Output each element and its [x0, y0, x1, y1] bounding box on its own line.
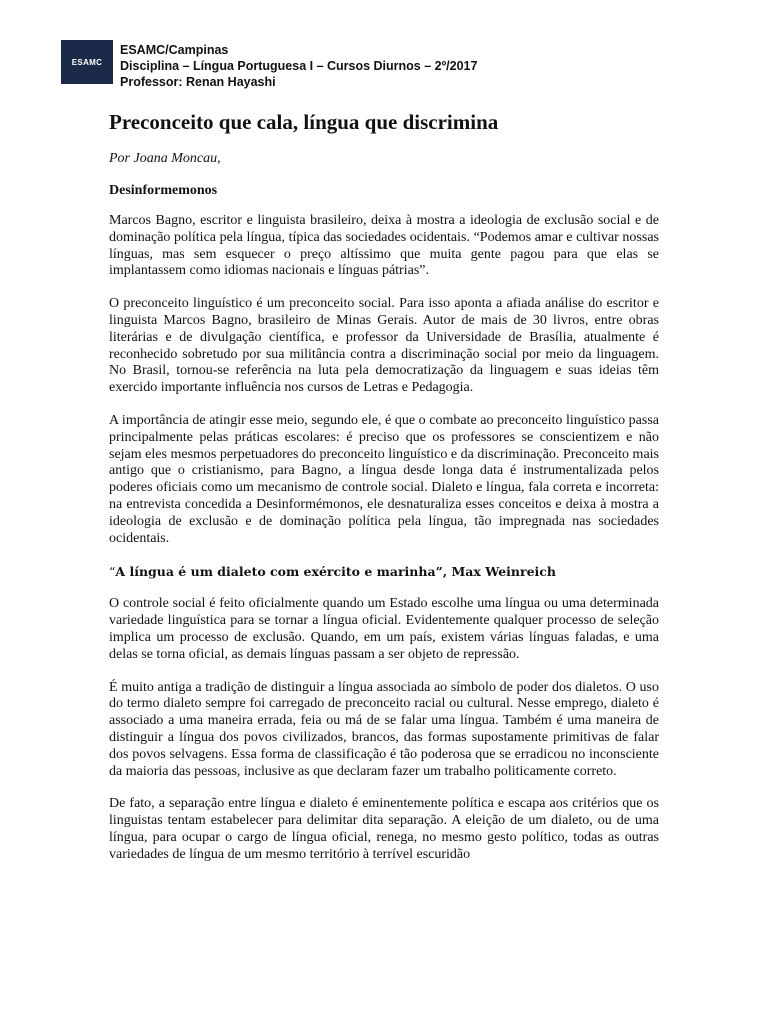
paragraph-2: O preconceito linguístico é um preconceito social. Para isso aponta a afiada análise do escritor e linguista Marcos Bagno, brasileiro de Minas Gerais. Autor de mais de 30 livros, entre obras literárias e de divulgação científica, e professor da Universidade de Brasília, atualmente é reconhecido sobretudo por sua militância contra a discriminação social por meio da linguagem. No Brasil, tornou-se referência na luta pela democratização da linguagem e suas ideias têm exercido importante influência nos cursos de Letras e Pedagogia.	[109, 296, 659, 396]
article-title: Preconceito que cala, língua que discrimina	[109, 110, 499, 134]
paragraph-4: O controle social é feito oficialmente quando um Estado escolhe uma língua ou uma determinada variedade linguística para se tornar a língua oficial. Evidentemente qualquer processo de seleção implica um processo de exclusão. Quando, em um país, existem várias línguas faladas, e uma delas se torna oficial, as demais línguas passam a ser objeto de repressão.	[109, 596, 659, 662]
quote-heading	[109, 563, 659, 581]
paragraph-6: De fato, a separação entre língua e dialeto é eminentemente política e escapa aos critérios que os linguistas tentam estabelecer para delimitar dita separação. A eleição de um dialeto, ou de uma língua, para ocupar o cargo de língua oficial, renega, no mesmo gesto político, todas as outras variedades de língua de um mesmo território à terrível escuridão	[109, 796, 659, 862]
esamc-logo	[61, 40, 113, 84]
quote-text: A língua é um dialeto com exército e marinha”, Max Weinreich	[115, 564, 556, 580]
document-header	[120, 42, 477, 90]
discipline-line: Disciplina – Língua Portuguesa I – Cursos Diurnos – 2º/2017	[120, 59, 478, 73]
article-author: Por Joana Moncau,	[109, 151, 221, 166]
quote-open-mark: “	[109, 564, 116, 580]
logo-text: ESAMC	[71, 57, 103, 67]
section-heading: Desinformemonos	[109, 183, 218, 198]
institution-line: ESAMC/Campinas	[120, 43, 229, 57]
paragraph-3: A importância de atingir esse meio, segundo ele, é que o combate ao preconceito linguístico passa principalmente pelas práticas escolares: é preciso que os professores se conscientizem e não sejam eles mesmos perpetuadores do preconceito linguístico e da discriminação. Preconceito mais antigo que o cristianismo, para Bagno, a língua desde longa data é instrumentalizada pelos poderes oficiais como um mecanismo de controle social. Dialeto e língua, fala correta e incorreta: na entrevista concedida a Desinformémonos, ele desnaturaliza esses conceitos e deixa à mostra a ideologia de exclusão e de dominação política pela língua, tão impregnada nas sociedades ocidentais.	[109, 412, 659, 546]
paragraph-5: É muito antiga a tradição de distinguir a língua associada ao símbolo de poder dos dialetos. O uso do termo dialeto sempre foi carregado de preconceito racial ou cultural. Nesse emprego, dialeto é associado a uma maneira errada, feia ou má de se falar uma língua. Também é uma maneira de distinguir a língua dos povos civilizados, brancos, das formas supostamente primitivas de falar dos povos selvagens. Essa forma de classificação é tão poderosa que se erradicou no inconsciente da maioria das pessoas, inclusive as que declaram fazer um trabalho politicamente correto.	[109, 679, 659, 779]
professor-line: Professor: Renan Hayashi	[120, 75, 276, 89]
paragraph-1: Marcos Bagno, escritor e linguista brasileiro, deixa à mostra a ideologia de exclusão social e de dominação política pela língua, típica das sociedades ocidentais. “Podemos amar e cultivar nossas línguas, mas sem esquecer o preço altíssimo que muita gente pagou para que elas se implantassem como idiomas nacionais e línguas pátrias”.	[109, 213, 659, 279]
article-body	[109, 108, 659, 880]
